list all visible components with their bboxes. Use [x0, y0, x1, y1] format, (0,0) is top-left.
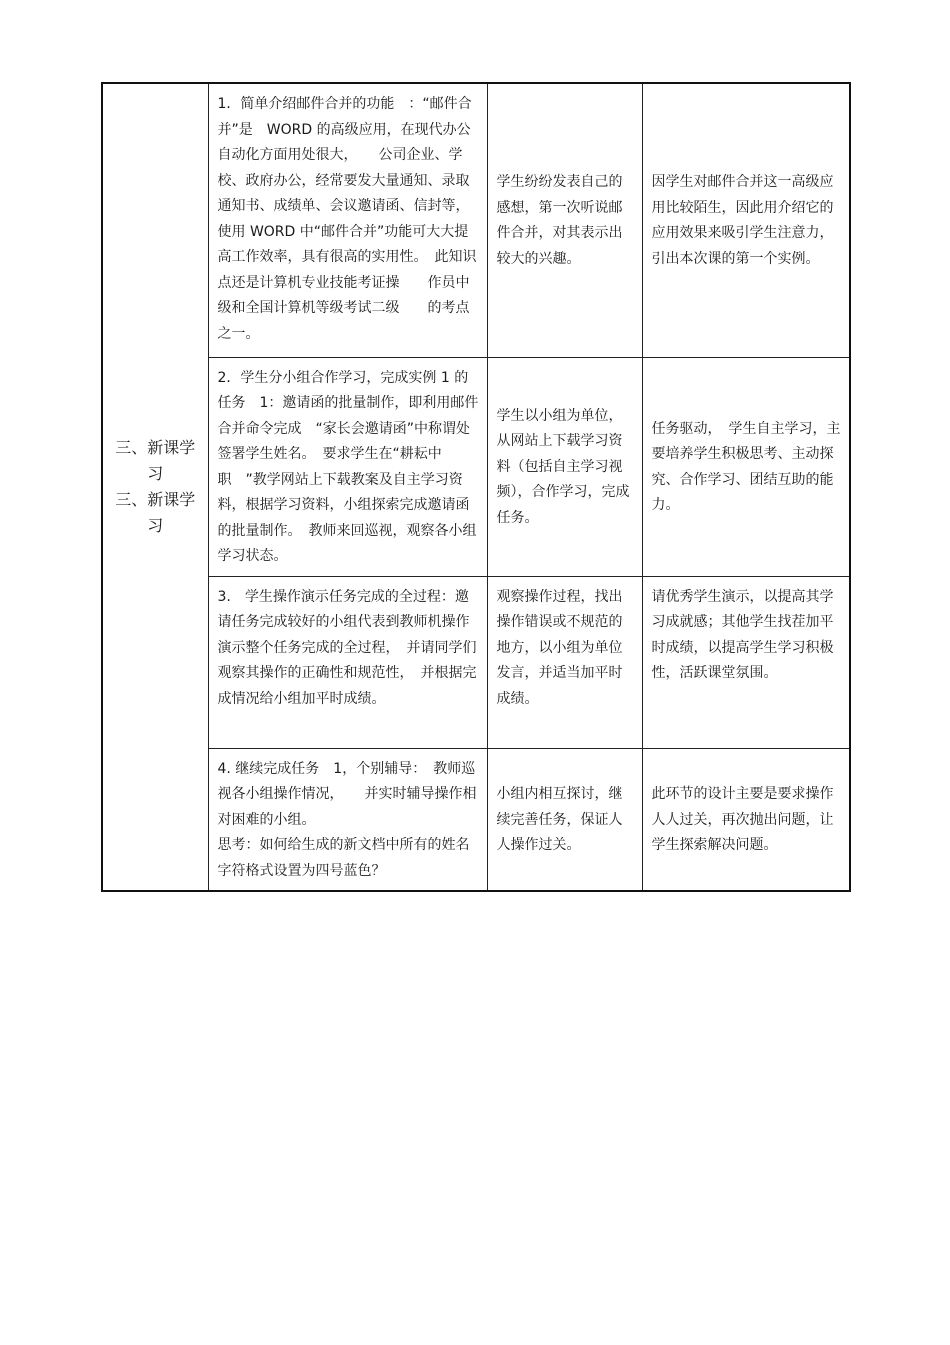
design-intent-text: 请优秀学生演示，以提高其学习成就感；其他学生找茬加平时成绩，以提高学生学习积极性，活跃课堂氛围。: [651, 588, 834, 681]
teaching-content-text: 4. 继续完成任务 1，个别辅导： 教师巡视各小组操作情况， 并实时辅导操作相对困难的小组。 思考：如何给生成的新文档中所有的姓名字符格式设置为四号蓝色？: [217, 760, 477, 879]
table-row: [102, 357, 850, 576]
student-activity-text: 学生以小组为单位，从网站上下载学习资料（包括自主学习视频），合作学习，完成任务。: [496, 407, 630, 526]
teaching-content-cell: [208, 83, 487, 357]
student-activity-cell: [487, 83, 642, 357]
teaching-content-cell: [208, 576, 487, 748]
design-intent-text: 任务驱动， 学生自主学习，主要培养学生积极思考、主动探究、合作学习、团结互助的能力。: [651, 420, 841, 513]
student-activity-cell: [487, 748, 642, 891]
table-row: [102, 576, 850, 748]
design-intent-cell: [642, 748, 850, 891]
student-activity-cell: [487, 576, 642, 748]
stage-label: 三、新课学习: [115, 438, 196, 483]
teaching-content-cell: [208, 748, 487, 891]
teaching-content-cell: [208, 357, 487, 576]
teaching-content-text: 2．学生分小组合作学习，完成实例 1 的任务 1：邀请函的批量制作，即利用邮件合并命令完成 “家长会邀请函”中称谓处签署学生姓名。 要求学生在“耕耘中职 ”教学网站上下载教案及自主学习资料，根据学习资料，小组探索完成邀请函的批量制作。 教师来回巡视，观察各小组学习状态。: [217, 369, 479, 564]
student-activity-text: 观察操作过程，找出操作错误或不规范的地方，以小组为单位发言，并适当加平时成绩。: [496, 588, 623, 707]
design-intent-text: 因学生对邮件合并这一高级应用比较陌生，因此用介绍它的应用效果来吸引学生注意力，引出本次课的第一个实例。: [651, 174, 834, 267]
stage-label: 三、新课学习: [115, 490, 196, 535]
teaching-content-text: 3. 学生操作演示任务完成的全过程：邀请任务完成较好的小组代表到教师机操作演示整个任务完成的全过程， 并请同学们观察其操作的正确性和规范性， 并根据完成情况给小组加平时成绩。: [217, 588, 477, 707]
design-intent-text: 此环节的设计主要是要求操作人人过关，再次抛出问题，让学生探索解决问题。: [651, 786, 834, 853]
teaching-content-text: 1．简单介绍邮件合并的功能 ：“邮件合并”是 WORD 的高级应用，在现代办公自动化方面用处很大， 公司企业、学校、政府办公，经常要发大量通知、录取通知书、成绩单、会议邀请函、信封等，使用 WORD 中“邮件合并”功能可大大提高工作效率，具有很高的实用性。 此知识点还是计算机专业技能考证操 作员中级和全国计算机等级考试二级 的考点之一。: [217, 96, 477, 342]
lesson-plan-table: [101, 82, 851, 892]
stage-cell: [102, 83, 208, 891]
student-activity-cell: [487, 357, 642, 576]
table-row: [102, 83, 850, 357]
student-activity-text: 小组内相互探讨，继续完善任务，保证人人操作过关。: [496, 786, 623, 853]
design-intent-cell: [642, 357, 850, 576]
student-activity-text: 学生纷纷发表自己的感想，第一次听说邮件合并，对其表示出较大的兴趣。: [496, 174, 623, 267]
design-intent-cell: [642, 576, 850, 748]
table-row: [102, 748, 850, 891]
design-intent-cell: [642, 83, 850, 357]
